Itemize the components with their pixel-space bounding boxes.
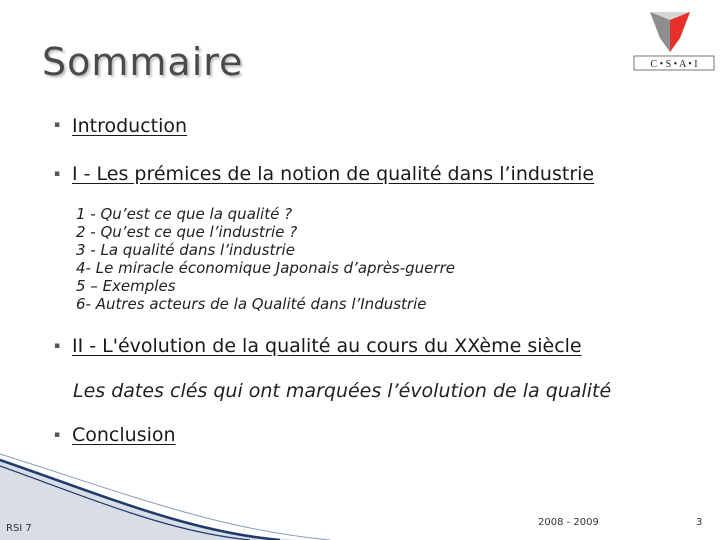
sub-item: 6- Autres acteurs de la Qualité dans l’Industrie	[76, 295, 427, 313]
footer-left: RSI 7	[6, 523, 32, 534]
bullet-icon: ▪	[54, 341, 61, 351]
bullet-icon: ▪	[54, 430, 61, 440]
section-introduction: Introduction	[72, 115, 188, 137]
sub-item: 3 - La qualité dans l’industrie	[76, 241, 295, 259]
page-number: 3	[696, 517, 703, 528]
key-dates-line: Les dates clés qui ont marquées l’évolution de la qualité	[73, 380, 612, 402]
sub-item: 5 – Exemples	[76, 277, 176, 295]
sub-item-list	[76, 205, 455, 313]
sub-item: 2 - Qu’est ce que l’industrie ?	[76, 223, 298, 241]
slide-title: Sommaire	[42, 40, 244, 84]
bullet-icon: ▪	[54, 120, 61, 130]
bullet-icon: ▪	[54, 169, 61, 179]
csai-logo	[622, 4, 718, 76]
section-evolution: II - L'évolution de la qualité au cours du XXème siècle	[72, 335, 582, 357]
footer-date: 2008 - 2009	[538, 517, 599, 528]
section-conclusion: Conclusion	[72, 424, 176, 446]
logo-text: C • S • A • I	[650, 59, 698, 70]
section-premices: I - Les prémices de la notion de qualité dans l’industrie	[72, 163, 595, 185]
decorative-swoosh	[0, 440, 720, 540]
sub-item: 1 - Qu’est ce que la qualité ?	[76, 205, 293, 223]
sub-item: 4- Le miracle économique Japonais d’après-guerre	[76, 259, 455, 277]
